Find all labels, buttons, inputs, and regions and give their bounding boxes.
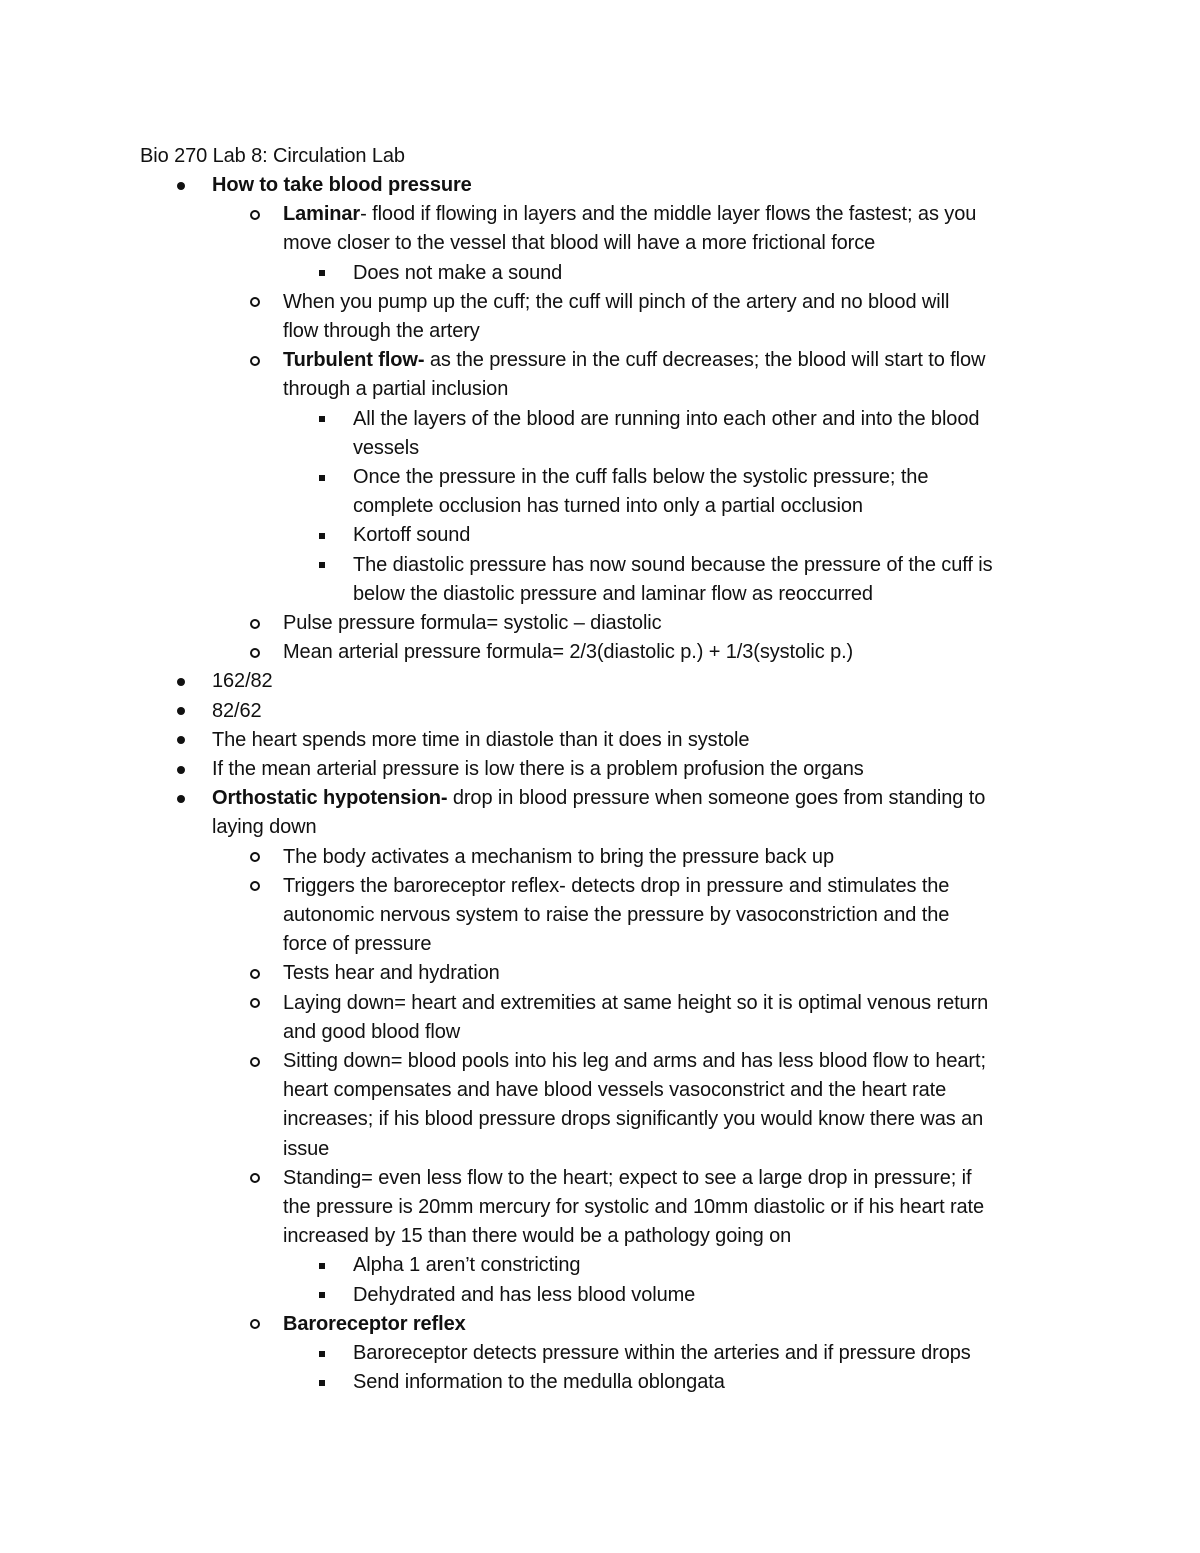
square-bullet-icon (319, 1263, 325, 1269)
note-line (353, 521, 470, 550)
line-text: move closer to the vessel that blood will have a more frictional force (283, 232, 876, 255)
note-line (212, 726, 749, 755)
note-line (353, 1368, 725, 1397)
note-line (212, 784, 985, 813)
note-line (283, 901, 949, 930)
line-text: heart compensates and have blood vessels vasoconstrict and the heart rate (283, 1079, 947, 1102)
bold-term: Baroreceptor reflex (283, 1312, 466, 1335)
line-text: issue (283, 1137, 330, 1160)
note-line (283, 1018, 460, 1047)
line-text: Once the pressure in the cuff falls below the systolic pressure; the (353, 466, 929, 488)
line-text: Pulse pressure formula= systolic – diastolic (283, 612, 662, 634)
note-line (283, 989, 988, 1018)
line-text: Kortoff sound (353, 524, 471, 547)
line-text: increased by 15 than there would be a pathology going on (283, 1225, 792, 1248)
line-text: Standing= even less flow to the heart; expect to see a large drop in pressure; if (283, 1166, 972, 1189)
line-text: Alpha 1 aren’t constricting (353, 1254, 581, 1277)
circle-bullet-icon (250, 1173, 260, 1183)
note-line (283, 1076, 946, 1105)
note-line (353, 1281, 695, 1310)
line-text: When you pump up the cuff; the cuff will pinch of the artery and no blood will (283, 290, 950, 313)
note-line (283, 200, 976, 229)
note-line (283, 317, 480, 346)
circle-bullet-icon (250, 619, 260, 629)
line-text: complete occlusion has turned into only a partial occlusion (353, 495, 863, 518)
note-line (353, 551, 992, 580)
square-bullet-icon (319, 1380, 325, 1386)
line-text: If the mean arterial pressure is low there is a problem profusion the organs (212, 758, 864, 780)
note-line (283, 1135, 329, 1164)
note-line (212, 755, 864, 784)
note-line (212, 667, 273, 696)
disc-bullet-icon (177, 707, 185, 715)
line-text: Tests hear and hydration (283, 962, 500, 985)
line-text: Mean arterial pressure formula= 2/3(diastolic p.) + 1/3(systolic p.) (283, 641, 854, 664)
note-line (212, 171, 472, 200)
bold-term: Orthostatic hypotension- (212, 787, 448, 810)
note-line (212, 813, 317, 842)
line-text: All the layers of the blood are running into each other and into the blood (353, 407, 980, 430)
note-line (353, 580, 873, 609)
square-bullet-icon (319, 1292, 325, 1298)
line-text: increases; if his blood pressure drops significantly you would know there was an (283, 1108, 984, 1131)
note-line (283, 375, 508, 404)
note-line (283, 930, 431, 959)
note-line (212, 697, 262, 726)
line-text: laying down (212, 816, 317, 839)
bold-term: Laminar (283, 203, 361, 226)
note-line (283, 872, 949, 901)
note-line (283, 1047, 986, 1076)
circle-bullet-icon (250, 648, 260, 658)
line-text: vessels (353, 436, 419, 459)
circle-bullet-icon (250, 1057, 260, 1067)
note-line (283, 288, 949, 317)
note-line (283, 638, 853, 667)
line-text: the pressure is 20mm mercury for systolic and 10mm diastolic or if his heart rate (283, 1196, 985, 1218)
line-text: Send information to the medulla oblongata (353, 1371, 725, 1394)
line-text: Does not make a sound (353, 261, 563, 284)
line-text: force of pressure (283, 933, 432, 956)
note-line (283, 609, 662, 638)
note-line (283, 1193, 984, 1222)
circle-bullet-icon (250, 210, 260, 220)
circle-bullet-icon (250, 1319, 260, 1329)
disc-bullet-icon (177, 795, 185, 803)
circle-bullet-icon (250, 356, 260, 366)
square-bullet-icon (319, 562, 325, 568)
note-line (353, 1339, 971, 1368)
circle-bullet-icon (250, 852, 260, 862)
line-text: The heart spends more time in diastole than it does in systole (212, 728, 750, 751)
disc-bullet-icon (177, 678, 185, 686)
line-text: flow through the artery (283, 320, 480, 342)
note-line (283, 1222, 791, 1251)
note-line (353, 405, 979, 434)
line-text: through a partial inclusion (283, 378, 509, 401)
note-line (353, 463, 928, 492)
circle-bullet-icon (250, 969, 260, 979)
disc-bullet-icon (177, 182, 185, 190)
note-line (283, 1164, 971, 1193)
note-line (353, 492, 863, 521)
line-text: autonomic nervous system to raise the pressure by vasoconstriction and the (283, 904, 950, 926)
note-line (353, 1251, 580, 1280)
note-line (353, 259, 562, 288)
bold-term: How to take blood pressure (212, 174, 472, 196)
square-bullet-icon (319, 416, 325, 422)
line-text: Sitting down= blood pools into his leg and arms and has less blood flow to heart; (283, 1050, 986, 1072)
note-line (353, 434, 419, 463)
line-text: drop in blood pressure when someone goes from standing to (447, 787, 986, 810)
disc-bullet-icon (177, 736, 185, 744)
square-bullet-icon (319, 533, 325, 539)
line-text: 162/82 (212, 670, 273, 693)
bold-term: Turbulent flow- (283, 349, 425, 372)
disc-bullet-icon (177, 766, 185, 774)
square-bullet-icon (319, 1351, 325, 1357)
note-line (283, 1310, 466, 1339)
line-text: Baroreceptor detects pressure within the arteries and if pressure drops (353, 1342, 971, 1364)
line-text: Laying down= heart and extremities at same height so it is optimal venous return (283, 991, 989, 1014)
note-line (283, 346, 985, 375)
circle-bullet-icon (250, 297, 260, 307)
line-text: below the diastolic pressure and laminar flow as reoccurred (353, 582, 873, 605)
page-title: Bio 270 Lab 8: Circulation Lab (140, 145, 405, 167)
line-text: 82/62 (212, 699, 262, 722)
note-line (283, 843, 834, 872)
line-text: - flood if flowing in layers and the middle layer flows the fastest; as you (360, 203, 977, 226)
circle-bullet-icon (250, 998, 260, 1008)
note-line (283, 1105, 983, 1134)
note-line (283, 229, 875, 258)
line-text: Triggers the baroreceptor reflex- detects drop in pressure and stimulates the (283, 874, 950, 897)
line-text: The body activates a mechanism to bring the pressure back up (283, 845, 834, 868)
line-text: Dehydrated and has less blood volume (353, 1283, 696, 1306)
square-bullet-icon (319, 270, 325, 276)
circle-bullet-icon (250, 881, 260, 891)
line-text: The diastolic pressure has now sound because the pressure of the cuff is (353, 553, 993, 576)
line-text: and good blood flow (283, 1020, 461, 1043)
square-bullet-icon (319, 475, 325, 481)
note-line (283, 959, 500, 988)
line-text: as the pressure in the cuff decreases; the blood will start to flow (424, 349, 986, 372)
